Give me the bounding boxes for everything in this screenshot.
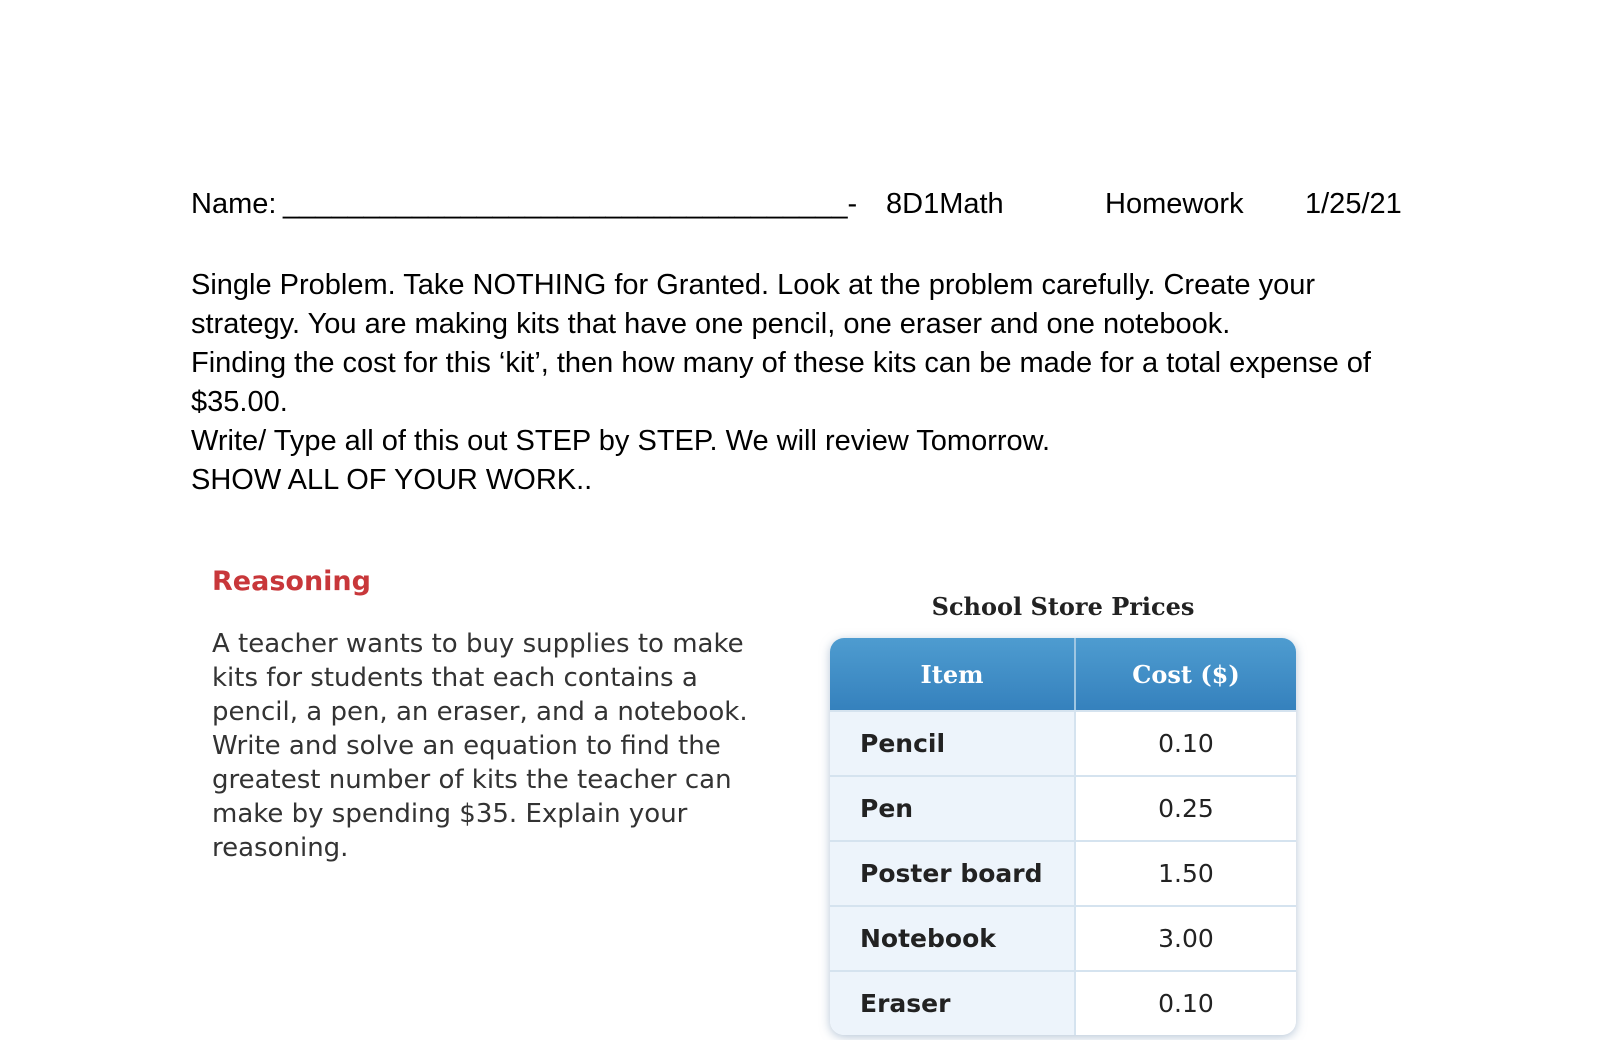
item-cell: Eraser: [830, 970, 1076, 1035]
instructions: [191, 266, 1431, 500]
class-name: 8D1Math: [886, 188, 1004, 220]
table-row: [830, 840, 1296, 905]
table-row: [830, 970, 1296, 1035]
price-table: [830, 638, 1296, 1035]
reasoning-title: Reasoning: [212, 566, 371, 597]
date-label: 1/25/21: [1305, 188, 1402, 220]
reasoning-text: A teacher wants to buy supplies to make kits for students that each contains a pencil, a pen, an eraser, and a notebook. Write and solve an equation to find the greatest number of kits the teacher can make by spending $35. Explain your reasoning.: [212, 629, 748, 863]
price-table-figure: [830, 590, 1296, 1035]
instruction-line: Write/ Type all of this out STEP by STEP. We will review Tomorrow.: [191, 425, 1051, 457]
column-header-item: Item: [830, 638, 1076, 710]
instruction-line: SHOW ALL OF YOUR WORK..: [191, 464, 593, 496]
column-header-cost: Cost ($): [1076, 638, 1296, 710]
worksheet-header: [191, 188, 1451, 228]
item-cell: Pen: [830, 775, 1076, 840]
name-label: Name:: [191, 188, 277, 220]
cost-cell: 3.00: [1076, 905, 1296, 970]
instruction-line: Single Problem. Take NOTHING for Granted. Look at the problem carefully. Create your strategy. You are making kits that have one pencil, one eraser and one notebook.: [191, 269, 1315, 340]
assignment-label: Homework: [1105, 188, 1244, 220]
cost-cell: 0.10: [1076, 970, 1296, 1035]
table-row: [830, 775, 1296, 840]
cost-cell: 0.25: [1076, 775, 1296, 840]
table-header-row: [830, 638, 1296, 710]
reasoning-problem: [212, 566, 772, 865]
item-cell: Notebook: [830, 905, 1076, 970]
table-row: [830, 905, 1296, 970]
item-cell: Pencil: [830, 710, 1076, 775]
cost-cell: 1.50: [1076, 840, 1296, 905]
cost-cell: 0.10: [1076, 710, 1296, 775]
table-row: [830, 710, 1296, 775]
item-cell: Poster board: [830, 840, 1076, 905]
price-table-title: School Store Prices: [931, 592, 1195, 621]
name-blank: ___________________________________-: [283, 188, 858, 220]
instruction-line: Finding the cost for this ‘kit’, then how many of these kits can be made for a total expense of $35.00.: [191, 347, 1371, 418]
